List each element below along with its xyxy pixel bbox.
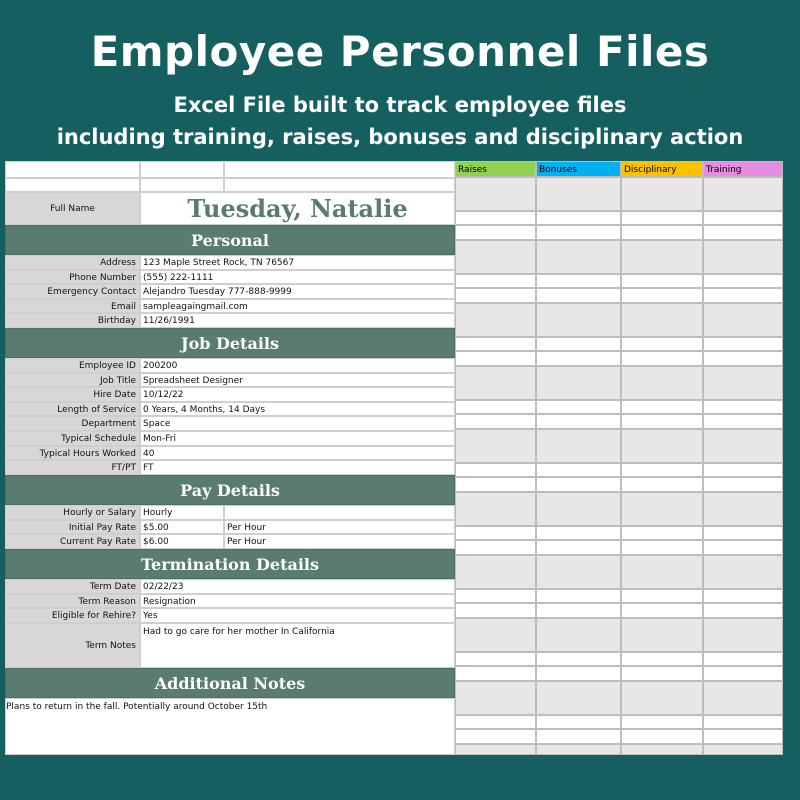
tracking-cell[interactable] bbox=[621, 681, 703, 715]
field-label: Term Date bbox=[5, 579, 140, 594]
tracking-row bbox=[455, 603, 783, 618]
tracking-cell[interactable] bbox=[455, 414, 536, 429]
tracking-row bbox=[455, 366, 783, 400]
tracking-cell[interactable] bbox=[703, 429, 783, 463]
section-header-pay-details: Pay Details bbox=[5, 475, 455, 505]
tracking-cell[interactable] bbox=[455, 463, 536, 477]
tracking-row bbox=[455, 351, 783, 366]
field-label: Address bbox=[5, 255, 140, 270]
tracking-cell[interactable] bbox=[455, 666, 536, 681]
tracking-cell[interactable] bbox=[536, 463, 621, 477]
term-notes-value[interactable]: Had to go care for her mother In California bbox=[140, 623, 455, 668]
tracking-cell[interactable] bbox=[621, 666, 703, 681]
field-label: Length of Service bbox=[5, 402, 140, 417]
tracking-cell[interactable] bbox=[455, 652, 536, 666]
additional-notes-value[interactable]: Plans to return in the fall. Potentially around October 15th bbox=[5, 698, 455, 755]
field-value[interactable]: 200200 bbox=[140, 358, 455, 373]
tracking-cell[interactable] bbox=[536, 492, 621, 526]
tracking-row bbox=[455, 492, 783, 526]
tracking-cell[interactable] bbox=[703, 400, 783, 414]
tracking-cell[interactable] bbox=[455, 540, 536, 555]
banner-subtitle-line1: Excel File built to track employee files bbox=[173, 93, 627, 117]
tracking-cell[interactable] bbox=[455, 603, 536, 618]
column-header-raises[interactable]: Raises bbox=[455, 161, 536, 177]
tracking-row bbox=[455, 240, 783, 274]
section-header-additional-notes: Additional Notes bbox=[5, 668, 455, 698]
tracking-row bbox=[455, 477, 783, 492]
field-label: Job Title bbox=[5, 373, 140, 388]
tracking-row bbox=[455, 526, 783, 540]
tracking-cell[interactable] bbox=[536, 526, 621, 540]
tracking-cell[interactable] bbox=[621, 463, 703, 477]
full-name-value[interactable]: Tuesday, Natalie bbox=[140, 192, 455, 225]
tracking-row bbox=[455, 729, 783, 744]
blank-cell[interactable] bbox=[224, 178, 455, 192]
field-value[interactable]: Mon-Fri bbox=[140, 431, 455, 446]
field-value[interactable]: FT bbox=[140, 460, 455, 475]
tracking-cell[interactable] bbox=[703, 303, 783, 337]
tracking-cell[interactable] bbox=[455, 288, 536, 303]
field-value[interactable]: $5.00 bbox=[140, 520, 224, 535]
tracking-cell[interactable] bbox=[621, 400, 703, 414]
tracking-cell[interactable] bbox=[703, 715, 783, 729]
tracking-cell[interactable] bbox=[536, 618, 621, 652]
field-label: Eligible for Rehire? bbox=[5, 608, 140, 623]
field-value[interactable]: Hourly bbox=[140, 505, 224, 520]
column-header-bonuses[interactable]: Bonuses bbox=[536, 161, 621, 177]
tracking-row bbox=[455, 681, 783, 715]
field-value[interactable]: Resignation bbox=[140, 594, 455, 609]
tracking-cell[interactable] bbox=[703, 463, 783, 477]
field-label: Department bbox=[5, 416, 140, 431]
tracking-cell[interactable] bbox=[455, 177, 536, 211]
tracking-cell[interactable] bbox=[536, 225, 621, 240]
tracking-cell[interactable] bbox=[703, 351, 783, 366]
tracking-cell[interactable] bbox=[621, 337, 703, 351]
tracking-cell[interactable] bbox=[536, 715, 621, 729]
term-notes-label: Term Notes bbox=[5, 623, 140, 668]
tracking-cell[interactable] bbox=[621, 429, 703, 463]
tracking-cell[interactable] bbox=[621, 414, 703, 429]
tracking-row bbox=[455, 400, 783, 414]
tracking-cell[interactable] bbox=[536, 400, 621, 414]
blank-cell[interactable] bbox=[140, 161, 224, 178]
tracking-cell[interactable] bbox=[703, 555, 783, 589]
tracking-cell[interactable] bbox=[621, 288, 703, 303]
tracking-cell[interactable] bbox=[536, 351, 621, 366]
tracking-row bbox=[455, 303, 783, 337]
tracking-cell[interactable] bbox=[703, 274, 783, 288]
tracking-row bbox=[455, 274, 783, 288]
field-label: Initial Pay Rate bbox=[5, 520, 140, 535]
section-header-personal: Personal bbox=[5, 225, 455, 255]
tracking-cell[interactable] bbox=[455, 555, 536, 589]
tracking-cell[interactable] bbox=[703, 729, 783, 744]
field-value[interactable]: 10/12/22 bbox=[140, 387, 455, 402]
tracking-cell[interactable] bbox=[455, 400, 536, 414]
tracking-cell[interactable] bbox=[455, 526, 536, 540]
blank-cell[interactable] bbox=[5, 161, 140, 178]
tracking-cell[interactable] bbox=[703, 414, 783, 429]
tracking-cell[interactable] bbox=[621, 618, 703, 652]
tracking-cell[interactable] bbox=[536, 589, 621, 603]
tracking-cell[interactable] bbox=[455, 715, 536, 729]
tracking-cell[interactable] bbox=[536, 652, 621, 666]
tracking-cell[interactable] bbox=[703, 288, 783, 303]
field-value[interactable]: 123 Maple Street Rock, TN 76567 bbox=[140, 255, 455, 270]
tracking-row bbox=[455, 177, 783, 211]
tracking-cell[interactable] bbox=[621, 715, 703, 729]
section-header-job-details: Job Details bbox=[5, 328, 455, 358]
tracking-cell[interactable] bbox=[621, 274, 703, 288]
tracking-cell[interactable] bbox=[621, 652, 703, 666]
tracking-row bbox=[455, 744, 783, 755]
tracking-row bbox=[455, 715, 783, 729]
tracking-row bbox=[455, 652, 783, 666]
tracking-row bbox=[455, 337, 783, 351]
column-header-training[interactable]: Training bbox=[703, 161, 783, 177]
tracking-cell[interactable] bbox=[536, 288, 621, 303]
field-label: Emergency Contact bbox=[5, 284, 140, 299]
field-label: Hire Date bbox=[5, 387, 140, 402]
tracking-grid bbox=[455, 161, 783, 755]
field-label: Birthday bbox=[5, 313, 140, 328]
field-label: Hourly or Salary bbox=[5, 505, 140, 520]
tracking-cell[interactable] bbox=[536, 477, 621, 492]
tracking-cell[interactable] bbox=[703, 526, 783, 540]
field-label: Term Reason bbox=[5, 594, 140, 609]
tracking-cell[interactable] bbox=[536, 555, 621, 589]
tracking-cell[interactable] bbox=[703, 589, 783, 603]
field-value[interactable]: 0 Years, 4 Months, 14 Days bbox=[140, 402, 455, 417]
field-value[interactable]: Yes bbox=[140, 608, 455, 623]
tracking-row bbox=[455, 211, 783, 225]
section-header-termination-details: Termination Details bbox=[5, 549, 455, 579]
tracking-row bbox=[455, 540, 783, 555]
tracking-cell[interactable] bbox=[621, 177, 703, 211]
field-value[interactable]: Spreadsheet Designer bbox=[140, 373, 455, 388]
tracking-cell[interactable] bbox=[536, 681, 621, 715]
tracking-cell[interactable] bbox=[703, 177, 783, 211]
tracking-cell[interactable] bbox=[621, 744, 703, 755]
tracking-row bbox=[455, 288, 783, 303]
tracking-cell[interactable] bbox=[703, 492, 783, 526]
field-label: Phone Number bbox=[5, 270, 140, 285]
tracking-cell[interactable] bbox=[703, 652, 783, 666]
tracking-cell[interactable] bbox=[703, 337, 783, 351]
field-label: Typical Schedule bbox=[5, 431, 140, 446]
tracking-cell[interactable] bbox=[455, 351, 536, 366]
tracking-cell[interactable] bbox=[455, 225, 536, 240]
spreadsheet bbox=[5, 161, 783, 755]
tracking-cell[interactable] bbox=[455, 240, 536, 274]
banner-title: Employee Personnel Files bbox=[90, 27, 710, 76]
tracking-cell[interactable] bbox=[536, 603, 621, 618]
tracking-cell[interactable] bbox=[621, 555, 703, 589]
field-value[interactable]: (555) 222-1111 bbox=[140, 270, 455, 285]
banner-subtitle-line2: including training, raises, bonuses and disciplinary action bbox=[56, 125, 744, 149]
tracking-cell[interactable] bbox=[621, 477, 703, 492]
tracking-cell[interactable] bbox=[455, 477, 536, 492]
tracking-cell[interactable] bbox=[621, 225, 703, 240]
tracking-cell[interactable] bbox=[536, 414, 621, 429]
field-value[interactable]: sampleagaingmail.com bbox=[140, 299, 455, 314]
tracking-row bbox=[455, 429, 783, 463]
tracking-cell[interactable] bbox=[703, 540, 783, 555]
tracking-row bbox=[455, 555, 783, 589]
field-unit[interactable] bbox=[224, 505, 455, 520]
tracking-cell[interactable] bbox=[455, 729, 536, 744]
field-label: Employee ID bbox=[5, 358, 140, 373]
tracking-cell[interactable] bbox=[536, 666, 621, 681]
tracking-cell[interactable] bbox=[621, 351, 703, 366]
field-value[interactable]: Alejandro Tuesday 777-888-9999 bbox=[140, 284, 455, 299]
tracking-cell[interactable] bbox=[455, 303, 536, 337]
field-value[interactable]: 02/22/23 bbox=[140, 579, 455, 594]
tracking-cell[interactable] bbox=[703, 666, 783, 681]
tracking-cell[interactable] bbox=[621, 603, 703, 618]
field-value[interactable]: $6.00 bbox=[140, 534, 224, 549]
tracking-cell[interactable] bbox=[703, 603, 783, 618]
tracking-cell[interactable] bbox=[455, 211, 536, 225]
tracking-cell[interactable] bbox=[703, 618, 783, 652]
tracking-row bbox=[455, 618, 783, 652]
field-label: Current Pay Rate bbox=[5, 534, 140, 549]
tracking-cell[interactable] bbox=[621, 303, 703, 337]
tracking-cell[interactable] bbox=[703, 366, 783, 400]
tracking-cell[interactable] bbox=[703, 477, 783, 492]
tracking-cell[interactable] bbox=[455, 337, 536, 351]
tracking-cell[interactable] bbox=[455, 366, 536, 400]
tracking-cell[interactable] bbox=[703, 211, 783, 225]
tracking-cell[interactable] bbox=[536, 177, 621, 211]
field-unit[interactable]: Per Hour bbox=[224, 534, 455, 549]
tracking-cell[interactable] bbox=[621, 589, 703, 603]
tracking-cell[interactable] bbox=[455, 429, 536, 463]
tracking-cell[interactable] bbox=[621, 729, 703, 744]
employee-record bbox=[5, 161, 455, 755]
full-name-label: Full Name bbox=[5, 192, 140, 225]
blank-cell[interactable] bbox=[140, 178, 224, 192]
tracking-row bbox=[455, 589, 783, 603]
tracking-cell[interactable] bbox=[536, 303, 621, 337]
blank-cell[interactable] bbox=[224, 161, 455, 178]
tracking-cell[interactable] bbox=[536, 729, 621, 744]
tracking-cell[interactable] bbox=[536, 337, 621, 351]
tracking-cell[interactable] bbox=[703, 681, 783, 715]
field-label: Email bbox=[5, 299, 140, 314]
tracking-row bbox=[455, 666, 783, 681]
tracking-cell[interactable] bbox=[536, 744, 621, 755]
tracking-cell[interactable] bbox=[536, 240, 621, 274]
tracking-cell[interactable] bbox=[621, 366, 703, 400]
tracking-row bbox=[455, 463, 783, 477]
tracking-cell[interactable] bbox=[621, 211, 703, 225]
tracking-cell[interactable] bbox=[703, 240, 783, 274]
tracking-cell[interactable] bbox=[536, 274, 621, 288]
tracking-row bbox=[455, 414, 783, 429]
tracking-cell[interactable] bbox=[455, 681, 536, 715]
field-label: FT/PT bbox=[5, 460, 140, 475]
field-value[interactable]: 11/26/1991 bbox=[140, 313, 455, 328]
field-value[interactable]: 40 bbox=[140, 446, 455, 461]
blank-cell[interactable] bbox=[5, 178, 140, 192]
tracking-cell[interactable] bbox=[703, 225, 783, 240]
tracking-row bbox=[455, 225, 783, 240]
field-label: Typical Hours Worked bbox=[5, 446, 140, 461]
tracking-cell[interactable] bbox=[455, 744, 536, 755]
tracking-cell[interactable] bbox=[536, 211, 621, 225]
tracking-cell[interactable] bbox=[536, 366, 621, 400]
tracking-cell[interactable] bbox=[455, 589, 536, 603]
tracking-cell[interactable] bbox=[536, 429, 621, 463]
tracking-cell[interactable] bbox=[536, 540, 621, 555]
tracking-cell[interactable] bbox=[621, 240, 703, 274]
tracking-cell[interactable] bbox=[621, 492, 703, 526]
tracking-cell[interactable] bbox=[455, 618, 536, 652]
field-value[interactable]: Space bbox=[140, 416, 455, 431]
tracking-cell[interactable] bbox=[455, 274, 536, 288]
tracking-cell[interactable] bbox=[621, 526, 703, 540]
column-header-disciplinary[interactable]: Disciplinary bbox=[621, 161, 703, 177]
tracking-cell[interactable] bbox=[621, 540, 703, 555]
tracking-cell[interactable] bbox=[455, 492, 536, 526]
tracking-cell[interactable] bbox=[703, 744, 783, 755]
field-unit[interactable]: Per Hour bbox=[224, 520, 455, 535]
